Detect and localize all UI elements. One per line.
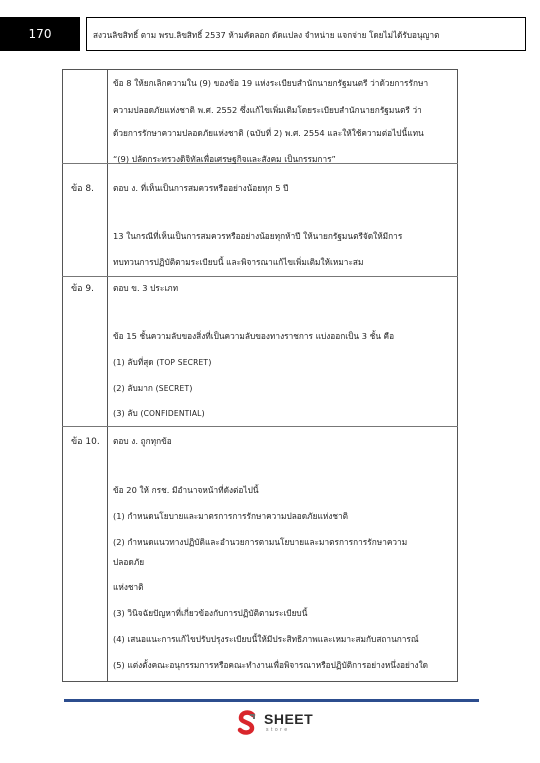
explanation-line: (2) กำหนดแนวทางปฏิบัติและอำนวยการตามนโยบายและมาตรการการรักษาความ	[113, 537, 408, 547]
classification-label: (1) ลับที่สุด (	[113, 357, 160, 367]
page-number: 170	[28, 27, 52, 41]
sheet-s-icon	[236, 710, 258, 736]
classification-english: SECRET	[158, 384, 190, 393]
explanation-line: แห่งชาติ	[113, 582, 144, 592]
classification-item: (3) ลับ (CONFIDENTIAL)	[113, 408, 205, 418]
classification-english: CONFIDENTIAL	[143, 409, 202, 418]
explanation-line: (5) แต่งตั้งคณะอนุกรรมการหรือคณะทำงานเพื่อพิจารณาหรือปฏิบัติการอย่างหนึ่งอย่างใด	[113, 660, 429, 670]
explanation-line: (1) กำหนดนโยบายและมาตรการการรักษาความปลอดภัยแห่งชาติ	[113, 511, 349, 521]
explanation-line: (3) วินิจฉัยปัญหาที่เกี่ยวข้องกับการปฏิบัติตามระเบียบนี้	[113, 608, 308, 618]
question-number: ข้อ 10.	[71, 437, 100, 447]
classification-item: (1) ลับที่สุด (TOP SECRET)	[113, 357, 212, 367]
row-divider	[62, 426, 458, 427]
explanation-line: ข้อ 20 ให้ กรช. มีอำนาจหน้าที่ดังต่อไปนี้	[113, 485, 259, 495]
classification-label: (3) ลับ (	[113, 408, 144, 418]
question-number: ข้อ 8.	[71, 184, 95, 194]
explanation-line: ทบทวนการปฏิบัติตามระเบียบนี้ และพิจารณาแก้ไขเพิ่มเติมให้เหมาะสม	[113, 257, 364, 267]
page-header	[86, 17, 526, 51]
explanation-line: 13 ในกรณีที่เห็นเป็นการสมควรหรืออย่างน้อยทุกห้าปี ให้นายกรัฐมนตรีจัดให้มีการ	[113, 231, 403, 241]
question-number: ข้อ 9.	[71, 284, 95, 294]
copyright-notice: สงวนลิขสิทธิ์ ตาม พรบ.ลิขสิทธิ์ 2537 ห้ามคัดลอก ดัดแปลง จำหน่าย แจกจ่าย โดยไม่ได้รับอนุญาต	[93, 30, 440, 40]
answer-line: ตอบ ข. 3 ประเภท	[113, 283, 179, 293]
explanation-line: ปลอดภัย	[113, 557, 145, 567]
footer-bar	[64, 699, 479, 702]
explanation-line: ข้อ 8 ให้ยกเลิกความใน (9) ของข้อ 19 แห่งระเบียบสำนักนายกรัฐมนตรี ว่าด้วยการรักษา	[113, 78, 429, 88]
page-number-box	[0, 17, 80, 51]
logo-text: SHEET	[264, 711, 314, 727]
column-divider	[107, 69, 108, 682]
classification-label: (2) ลับมาก (	[113, 383, 159, 393]
explanation-line: ความปลอดภัยแห่งชาติ พ.ศ. 2552 ซึ่งแก้ไขเพิ่มเติมโดยระเบียบสำนักนายกรัฐมนตรี ว่า	[113, 105, 422, 115]
explanation-line: ข้อ 15 ชั้นความลับของสิ่งที่เป็นความลับของทางราชการ แบ่งออกเป็น 3 ชั้น คือ	[113, 331, 395, 341]
sheet-store-logo	[236, 710, 316, 736]
answer-line: ตอบ ง. ที่เห็นเป็นการสมควรหรืออย่างน้อยทุก 5 ปี	[113, 183, 289, 193]
explanation-line: (4) เสนอแนะการแก้ไขปรับปรุงระเบียบนี้ให้มีประสิทธิภาพและเหมาะสมกับสถานการณ์	[113, 634, 419, 644]
classification-english: TOP SECRET	[159, 358, 209, 367]
explanation-line: ด้วยการรักษาความปลอดภัยแห่งชาติ (ฉบับที่ 2) พ.ศ. 2554 และให้ใช้ความต่อไปนี้แทน	[113, 128, 424, 138]
row-divider	[62, 276, 458, 277]
logo-subtext: store	[266, 727, 290, 733]
classification-item: (2) ลับมาก (SECRET)	[113, 383, 193, 393]
answer-line: ตอบ ง. ถูกทุกข้อ	[113, 436, 172, 446]
explanation-line: “(9) ปลัดกระทรวงดิจิทัลเพื่อเศรษฐกิจและสังคม เป็นกรรมการ”	[113, 154, 336, 164]
